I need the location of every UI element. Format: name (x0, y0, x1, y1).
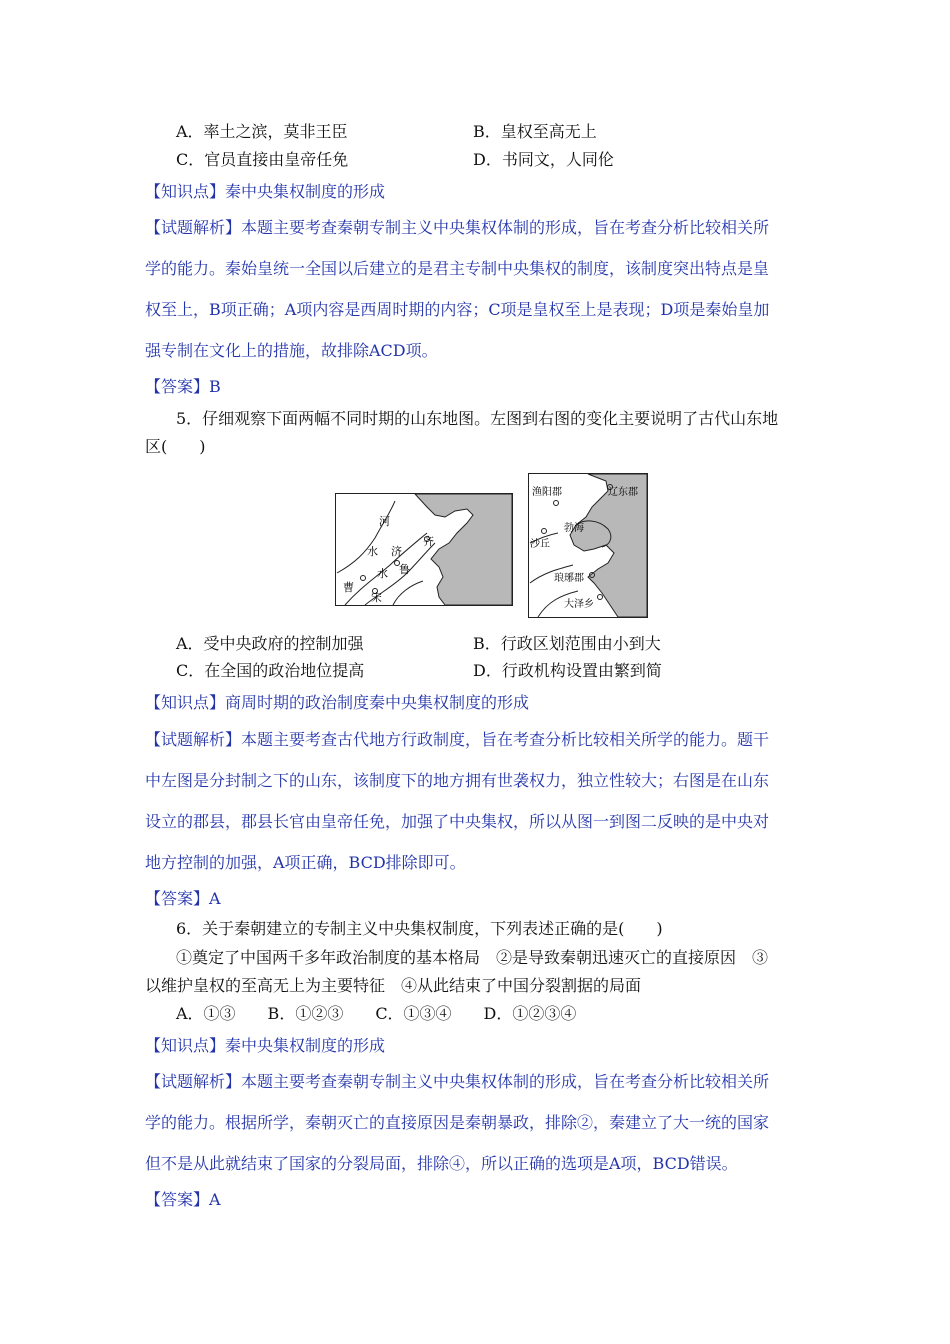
analysis-text: 本题主要考查秦朝专制主义中央集权体制的形成，旨在考查分析比较相关所 (241, 1072, 770, 1091)
map-label-yuyang: 渔阳郡 (532, 487, 562, 498)
map-label-langya: 琅琊郡 (554, 573, 584, 584)
q4-knowledge-point (145, 181, 385, 203)
q6-analysis-line-2: 学的能力。根据所学，秦朝灭亡的直接原因是秦朝暴政，排除②，秦建立了大一统的国家 (145, 1113, 770, 1132)
answer-value: B (209, 377, 221, 396)
analysis-label: 【试题解析】 (145, 730, 242, 749)
map-label-qi: 齐 (423, 535, 434, 548)
map-label-bohai: 勃海 (564, 523, 584, 534)
analysis-text: 本题主要考查古代地方行政制度，旨在考查分析比较相关所学的能力。题干 (241, 730, 770, 749)
map-label-shui-1: 水 (367, 545, 378, 558)
answer-label: 【答案】 (145, 1190, 210, 1209)
map-label-he: 河 (379, 515, 390, 528)
knowledge-text: 商周时期的政治制度秦中央集权制度的形成 (225, 693, 530, 712)
answer-value: A (209, 889, 221, 908)
q5-analysis-line-2: 中左图是分封制之下的山东，该制度下的地方拥有世袭权力，独立性较大；右图是在山东 (145, 771, 770, 790)
q5-analysis-line-1 (145, 729, 769, 751)
q4-analysis-line-1 (145, 217, 769, 239)
q4-option-d: D．书同文，人同伦 (473, 150, 614, 169)
q5-analysis-line-4: 地方控制的加强，A项正确，BCD排除即可。 (145, 853, 466, 872)
q5-knowledge-point (145, 692, 529, 714)
q5-option-c: C．在全国的政治地位提高 (176, 661, 365, 680)
q4-analysis-line-2: 学的能力。秦始皇统一全国以后建立的是君主专制中央集权的制度，该制度突出特点是皇 (145, 259, 770, 278)
map-label-cao: 曹 (343, 581, 354, 594)
q4-option-c: C．官员直接由皇帝任免 (176, 150, 349, 169)
q5-option-d: D．行政机构设置由繁到简 (473, 661, 662, 680)
answer-label: 【答案】 (145, 889, 210, 908)
q6-knowledge-point (145, 1035, 385, 1057)
q6-stem-line-1: 6．关于秦朝建立的专制主义中央集权制度，下列表述正确的是( ) (176, 919, 663, 938)
analysis-label: 【试题解析】 (145, 218, 242, 237)
analysis-text: 本题主要考查秦朝专制主义中央集权体制的形成，旨在考查分析比较相关所 (241, 218, 770, 237)
knowledge-text: 秦中央集权制度的形成 (225, 182, 386, 201)
map-label-lu: 鲁 (399, 563, 410, 576)
map-label-shui-2: 水 (377, 567, 388, 580)
q5-answer (145, 888, 221, 910)
q5-option-a: A．受中央政府的控制加强 (176, 634, 364, 653)
answer-label: 【答案】 (145, 377, 210, 396)
analysis-label: 【试题解析】 (145, 1072, 242, 1091)
q6-stem-line-2: ①奠定了中国两千多年政治制度的基本格局 ②是导致秦朝迅速灭亡的直接原因 ③ (176, 948, 769, 967)
q4-answer (145, 376, 221, 398)
map-label-song: 宋 (371, 591, 382, 604)
map-left-fenfeng-shandong (335, 493, 513, 606)
q4-analysis-line-4: 强专制在文化上的措施，故排除ACD项。 (145, 341, 438, 360)
q6-options: A．①③ B．①②③ C．①③④ D．①②③④ (176, 1004, 577, 1023)
map-right-qin-junxian (528, 473, 648, 618)
map-label-ji: 济 (391, 545, 402, 558)
knowledge-label: 【知识点】 (145, 182, 226, 201)
q4-analysis-line-3: 权至上，B项正确；A项内容是西周时期的内容；C项是皇权至上是表现；D项是秦始皇加 (145, 300, 770, 319)
q5-stem-line-1: 5．仔细观察下面两幅不同时期的山东地图。左图到右图的变化主要说明了古代山东地 (176, 409, 779, 428)
q5-analysis-line-3: 设立的郡县，郡县长官由皇帝任免，加强了中央集权，所以从图一到图二反映的是中央对 (145, 812, 770, 831)
q6-stem-line-3: 以维护皇权的至高无上为主要特征 ④从此结束了中国分裂割据的局面 (145, 976, 642, 995)
knowledge-label: 【知识点】 (145, 693, 226, 712)
map-label-dazexiang: 大泽乡 (564, 599, 594, 610)
q4-option-a: A．率土之滨，莫非王臣 (176, 122, 348, 141)
knowledge-text: 秦中央集权制度的形成 (225, 1036, 386, 1055)
q6-analysis-line-1 (145, 1071, 769, 1093)
q6-analysis-line-3: 但不是从此就结束了国家的分裂局面，排除④，所以正确的选项是A项，BCD错误。 (145, 1154, 738, 1173)
map-label-shaqiu: 沙丘 (530, 539, 550, 550)
map-label-liaodong: 辽东郡 (608, 487, 638, 498)
answer-value: A (209, 1190, 221, 1209)
q4-option-b: B．皇权至高无上 (473, 122, 597, 141)
knowledge-label: 【知识点】 (145, 1036, 226, 1055)
q6-answer (145, 1189, 221, 1211)
q5-option-b: B．行政区划范围由小到大 (473, 634, 661, 653)
q5-stem-line-2: 区( ) (145, 437, 206, 456)
